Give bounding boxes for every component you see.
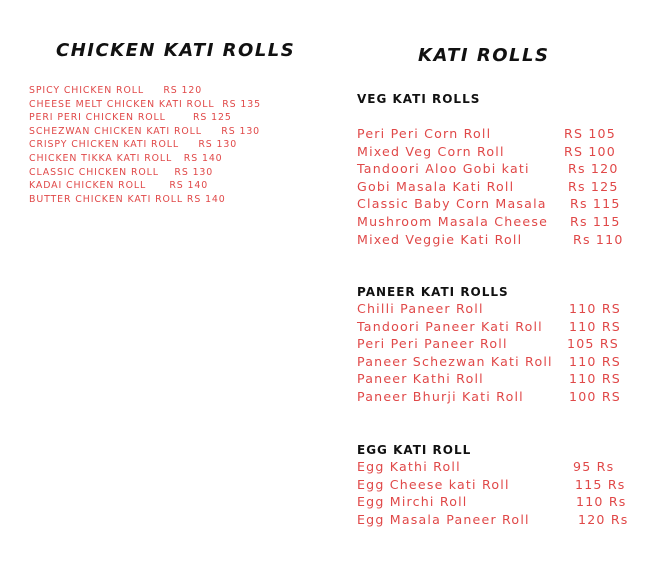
item-price: Rs 115 bbox=[570, 213, 621, 229]
item-name: Mixed Veg Corn Roll bbox=[357, 143, 505, 159]
item-price: Rs 120 bbox=[568, 161, 619, 177]
chicken-menu-list bbox=[29, 84, 261, 206]
menu-item bbox=[357, 125, 637, 143]
menu-item bbox=[357, 195, 637, 213]
item-name: Egg Mirchi Roll bbox=[357, 494, 468, 510]
menu-item bbox=[357, 476, 637, 494]
item-price: RS 105 bbox=[564, 126, 616, 141]
list-item: SCHEZWAN CHICKEN KATI ROLL RS 130 bbox=[29, 125, 261, 137]
item-name: Classic Baby Corn Masala bbox=[357, 196, 547, 212]
item-price: Rs 110 bbox=[573, 231, 624, 247]
list-item: PERI PERI CHICKEN ROLL RS 125 bbox=[29, 112, 232, 124]
item-name: Paneer Kathi Roll bbox=[357, 371, 484, 387]
list-item: CHEESE MELT CHICKEN KATI ROLL RS 135 bbox=[29, 98, 261, 110]
item-name: Mushroom Masala Cheese bbox=[357, 213, 549, 229]
list-item: CLASSIC CHICKEN ROLL RS 130 bbox=[29, 166, 214, 178]
list-item: CRISPY CHICKEN KATI ROLL RS 130 bbox=[29, 139, 238, 151]
menu-item bbox=[357, 143, 637, 161]
menu-item bbox=[357, 213, 637, 231]
menu-item bbox=[357, 178, 637, 196]
item-name: Tandoori Paneer Kati Roll bbox=[357, 318, 543, 334]
kati-rolls-title: KATI ROLLS bbox=[418, 45, 550, 66]
list-item: CHICKEN TIKKA KATI ROLL RS 140 bbox=[29, 152, 223, 164]
item-price: 110 Rs bbox=[576, 494, 627, 510]
item-name: Paneer Bhurji Kati Roll bbox=[357, 388, 524, 404]
list-item: BUTTER CHICKEN KATI ROLL RS 140 bbox=[29, 193, 226, 205]
item-price: 110 RS bbox=[569, 353, 621, 369]
item-name: Peri Peri Corn Roll bbox=[357, 126, 492, 141]
item-price: 105 RS bbox=[567, 336, 619, 352]
item-price: 110 RS bbox=[569, 371, 621, 387]
menu-item bbox=[357, 511, 637, 529]
menu-item bbox=[357, 353, 637, 371]
menu-item bbox=[357, 318, 637, 336]
menu-item bbox=[357, 370, 637, 388]
menu-item bbox=[357, 335, 637, 353]
menu-item bbox=[357, 458, 637, 476]
item-name: Egg Masala Paneer Roll bbox=[357, 511, 530, 527]
item-price: Rs 115 bbox=[570, 196, 621, 212]
item-name: Mixed Veggie Kati Roll bbox=[357, 231, 523, 247]
menu-item bbox=[357, 231, 637, 249]
item-price: RS 100 bbox=[564, 143, 616, 159]
egg-menu-list bbox=[357, 458, 637, 528]
menu-item bbox=[357, 160, 637, 178]
item-price: 110 RS bbox=[569, 318, 621, 334]
paneer-section-heading: PANEER KATI ROLLS bbox=[357, 285, 509, 299]
item-name: Peri Peri Paneer Roll bbox=[357, 336, 508, 352]
item-name: Chilli Paneer Roll bbox=[357, 301, 484, 316]
egg-section-heading: EGG KATI ROLL bbox=[357, 443, 472, 457]
veg-section-heading: VEG KATI ROLLS bbox=[357, 92, 481, 106]
menu-item bbox=[357, 300, 637, 318]
item-name: Gobi Masala Kati Roll bbox=[357, 178, 515, 194]
item-price: 115 Rs bbox=[575, 476, 626, 492]
chicken-kati-rolls-title: CHICKEN KATI ROLLS bbox=[56, 40, 296, 61]
menu-item bbox=[357, 388, 637, 406]
item-name: Paneer Schezwan Kati Roll bbox=[357, 353, 553, 369]
paneer-menu-list bbox=[357, 300, 637, 406]
item-name: Egg Kathi Roll bbox=[357, 459, 461, 474]
veg-menu-list bbox=[357, 125, 637, 248]
list-item: SPICY CHICKEN ROLL RS 120 bbox=[29, 85, 203, 96]
item-price: Rs 125 bbox=[568, 178, 619, 194]
item-price: 100 RS bbox=[569, 388, 621, 404]
list-item: KADAI CHICKEN ROLL RS 140 bbox=[29, 180, 209, 192]
item-price: 110 RS bbox=[569, 301, 621, 316]
menu-item bbox=[357, 493, 637, 511]
item-name: Tandoori Aloo Gobi kati bbox=[357, 161, 530, 177]
item-price: 95 Rs bbox=[573, 459, 615, 474]
item-name: Egg Cheese kati Roll bbox=[357, 476, 510, 492]
item-price: 120 Rs bbox=[578, 511, 629, 527]
